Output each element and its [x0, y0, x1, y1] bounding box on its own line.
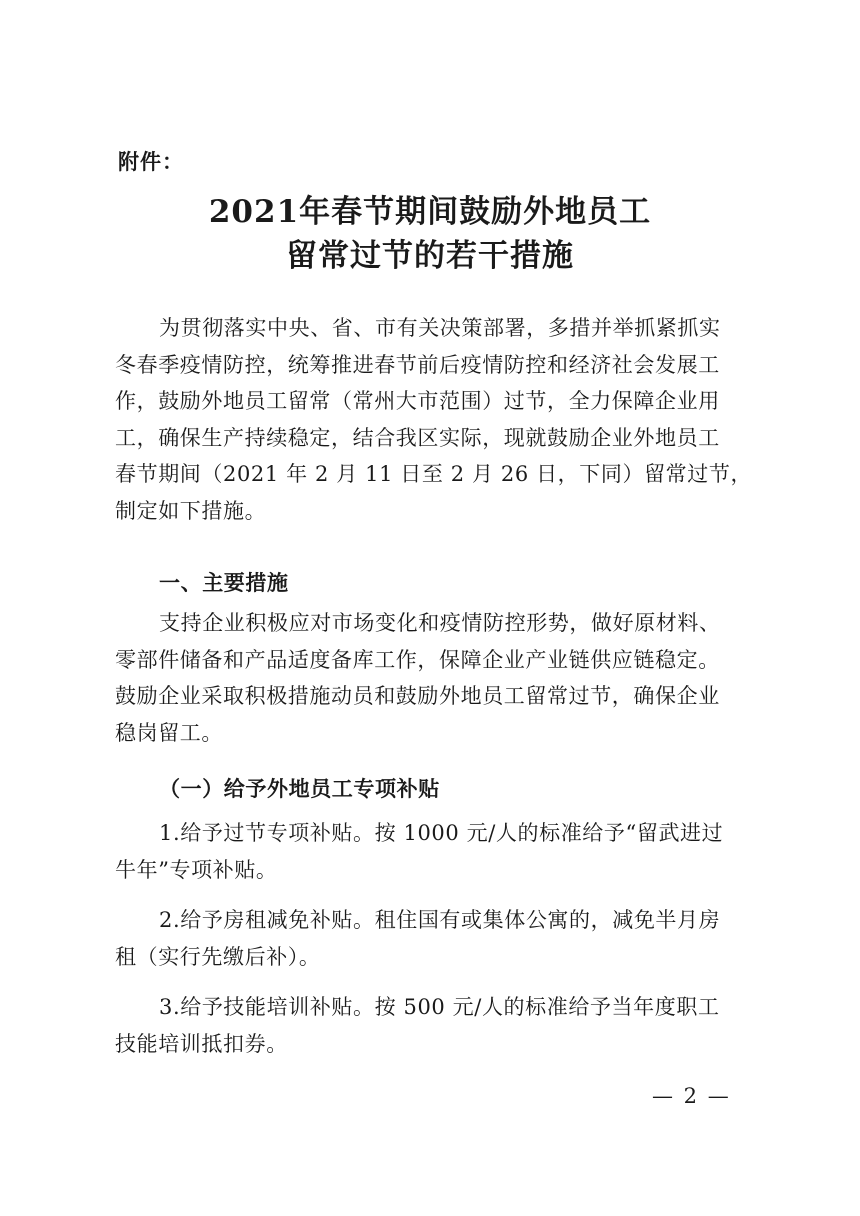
text-line: 3.给予技能培训补贴。按 500 元/人的标准给予当年度职工 [159, 995, 720, 1019]
text-line: 作，鼓励外地员工留常（常州大市范围）过节，全力保障企业用 [115, 389, 720, 414]
text-line: 鼓励企业采取积极措施动员和鼓励外地员工留常过节，确保企业 [115, 684, 720, 709]
attachment-label: 附件： [118, 150, 184, 174]
subsection-1-heading: （一）给予外地员工专项补贴 [159, 777, 440, 801]
text-line: 牛年”专项补贴。 [115, 857, 278, 882]
item-3-paragraph [115, 989, 755, 1062]
text-line: 稳岗留工。 [115, 720, 223, 745]
subsection-heading [115, 771, 755, 808]
intro-paragraph [115, 310, 755, 530]
section-heading [115, 565, 755, 602]
text-line: 支持企业积极应对市场变化和疫情防控形势，做好原材料、 [159, 611, 721, 635]
section-1-heading: 一、主要措施 [159, 571, 289, 595]
item-2-paragraph [115, 902, 755, 975]
text-line: 租（实行先缴后补）。 [115, 944, 321, 969]
text-line: 为贯彻落实中央、省、市有关决策部署，多措并举抓紧抓实 [159, 316, 721, 340]
item-1-paragraph [115, 815, 755, 888]
page-number: — 2 — [652, 1084, 731, 1108]
text-line: 制定如下措施。 [115, 498, 267, 523]
text-line: 冬春季疫情防控，统筹推进春节前后疫情防控和经济社会发展工 [115, 352, 720, 377]
text-line: 2.给予房租减免补贴。租住国有或集体公寓的，减免半月房 [159, 908, 721, 932]
text-line: 技能培训抵扣券。 [115, 1031, 288, 1056]
text-line: 零部件储备和产品适度备库工作，保障企业产业链供应链稳定。 [115, 647, 720, 672]
text-line: 春节期间（2021 年 2 月 11 日至 2 月 26 日，下同）留常过节， [115, 462, 753, 487]
section-1-paragraph [115, 605, 755, 751]
text-line: 工，确保生产持续稳定，结合我区实际，现就鼓励企业外地员工 [115, 425, 720, 450]
document-title-line-1: 2021年春节期间鼓励外地员工 [208, 194, 652, 230]
document-title-line-2: 留常过节的若干措施 [286, 238, 574, 274]
text-line: 1.给予过节专项补贴。按 1000 元/人的标准给予“留武进过 [159, 821, 724, 845]
